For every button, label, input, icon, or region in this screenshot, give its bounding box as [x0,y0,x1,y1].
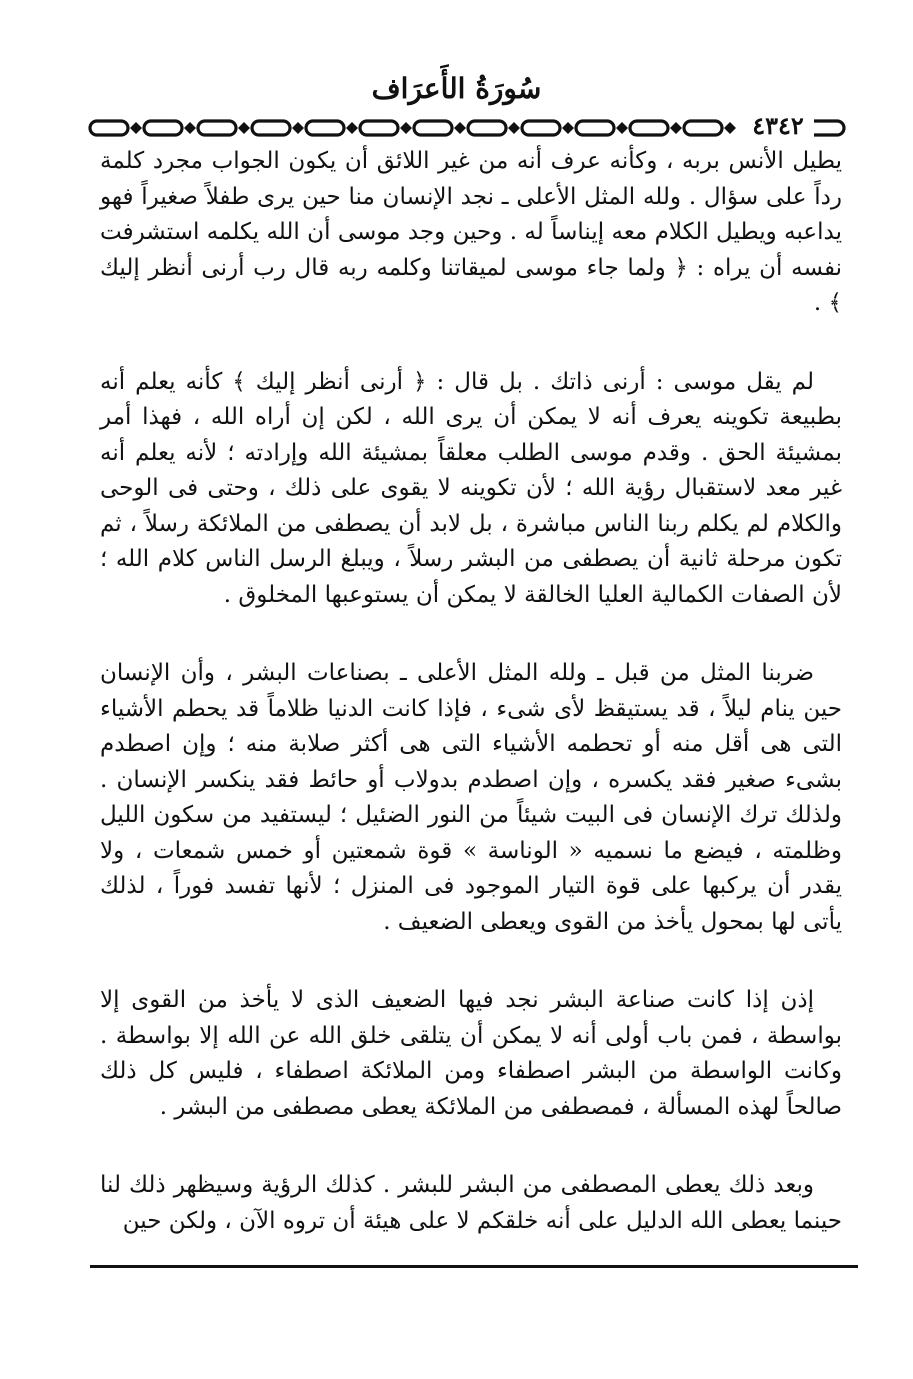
paragraph: ضربنا المثل من قبل ـ ولله المثل الأعلى ـ بصناعات البشر ، وأن الإنسان حين ينام ليلاً ، قد يستيقظ لأى شىء ، فإذا كانت الدنيا ظلاماً قد يحطم الأشياء التى هى أقل منه أو تحطمه الأشياء التى هى أكثر صلابة منه ؛ وإن اصطدم بشىء صغير فقد يكسره ، وإن اصطدم بدولاب أو حائط فقد ينكسر الإنسان . ولذلك ترك الإنسان فى البيت شيئاً من النور الضئيل ؛ ليستفيد من سكون الليل وظلمته ، فيضع ما نسميه « الوناسة » قوة شمعتين أو خمس شمعات ، ولا يقدر أن يركبها على قوة التيار الموجود فى المنزل ؛ لأنها تفسد فوراً ، لذلك يأتى لها بمحول يأخذ من القوى ويعطى الضعيف . [100,660,843,935]
body-text [100,144,842,1282]
surah-title: سُورَةُ الأَعرَاف [371,72,542,105]
paragraph: لم يقل موسى : أرنى ذاتك . بل قال : ﴿ أرنى أنظر إليك ﴾ كأنه يعلم أنه بطبيعة تكوينه يعرف أنه لا يمكن أن يرى الله ، لكن إن أراه الله ، فهذا أمر بمشيئة الحق . وقدم موسى الطلب معلقاً بمشيئة الله وإرادته ؛ لأنه يعلم أنه غير معد لاستقبال رؤية الله ؛ لأن تكوينه لا يقوى على ذلك ، وحتى فى الوحى والكلام لم يكلم ربنا الناس مباشرة ، بل لابد أن يصطفى من الملائكة رسلاً ، ثم تكون مرحلة ثانية أن يصطفى من البشر رسلاً ، ويبلغ الرسل الناس كلام الله ؛ لأن الصفات الكمالية العليا الخالقة لا يمكن أن يستوعبها المخلوق . [100,368,842,608]
paragraph: يطيل الأنس بربه ، وكأنه عرف أنه من غير اللائق أن يكون الجواب مجرد كلمة رداً على سؤال . ولله المثل الأعلى ـ نجد الإنسان منا حين يرى طفلاً صغيراً فهو يداعبه ويطيل الكلام معه إيناساً له . وحين وجد موسى أن الله يكلمه استشرفت نفسه أن يراه : ﴿ ولما جاء موسى لميقاتنا وكلمه ربه قال رب أرنى أنظر إليك ﴾ . [100,148,842,316]
paragraph: وبعد ذلك يعطى المصطفى من البشر للبشر . كذلك الرؤية وسيظهر ذلك لنا حينما يعطى الله الدليل على أنه خلقكم لا على هيئة أن تروه الآن ، ولكن حين [100,1172,842,1234]
paragraph: إذن إذا كانت صناعة البشر نجد فيها الضعيف الذى لا يأخذ من القوى إلا بواسطة ، فمن باب أولى أنه لا يمكن أن يتلقى خلق الله عن الله إلا بواسطة . وكانت الواسطة من البشر اصطفاء ومن الملائكة اصطفاء ، فليس كل ذلك صالحاً لهذه المسألة ، فمصطفى من الملائكة يعطى مصطفى من البشر . [100,987,842,1120]
footer-rule [90,1265,858,1268]
page-number: ٤٣٤٢ [742,111,814,141]
ornamental-border [88,114,856,142]
